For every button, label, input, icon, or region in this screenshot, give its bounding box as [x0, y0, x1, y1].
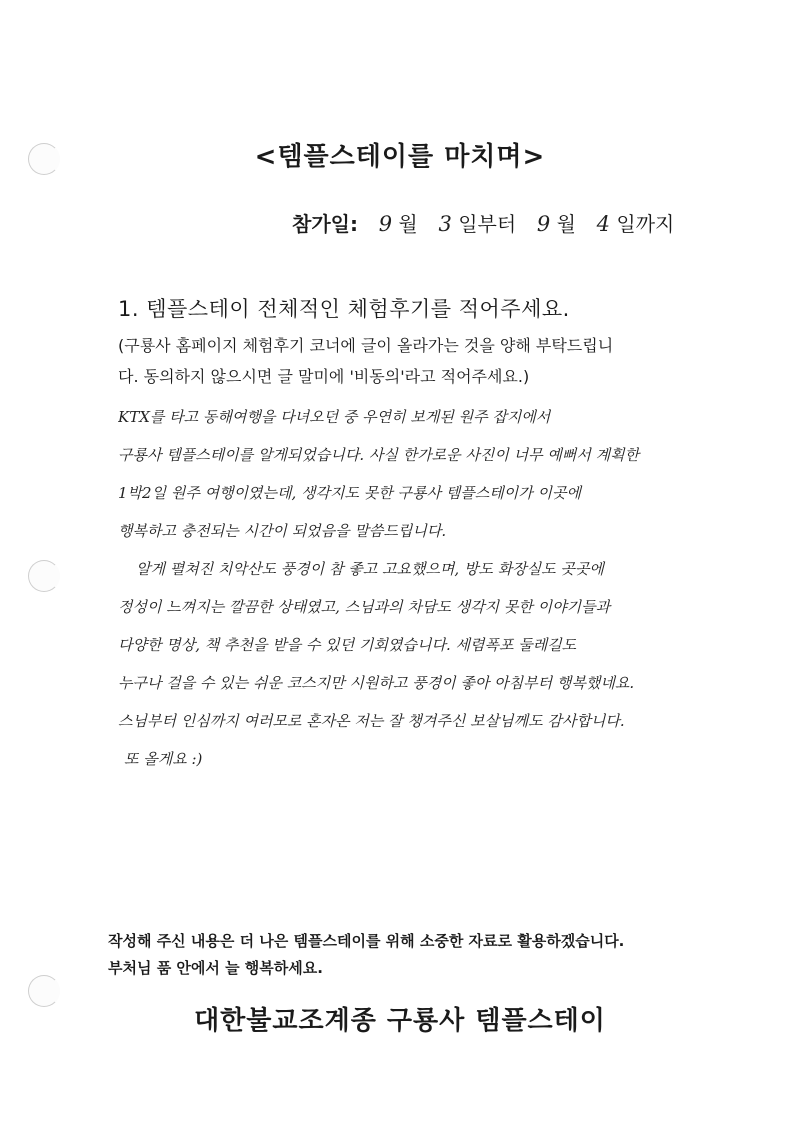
start-month-value: 9 [378, 212, 393, 236]
month-unit: 월 [398, 212, 418, 236]
to-text: 일까지 [616, 212, 675, 236]
question-title: 1. 템플스테이 전체적인 체험후기를 적어주세요. [118, 297, 570, 321]
answer-line: 행복하고 충전되는 시간이 되었음을 말씀드립니다. [118, 522, 447, 540]
organization-name: 대한불교조계종 구룡사 템플스테이 [194, 1006, 606, 1036]
footer-note-line: 부처님 품 안에서 늘 행복하세요. [108, 959, 323, 977]
answer-line: 정성이 느껴지는 깔끔한 상태였고, 스님과의 차담도 생각지 못한 이야기들과 [118, 598, 611, 616]
answer-line: 또 올게요 :) [124, 750, 203, 768]
participation-label: 참가일: [292, 212, 358, 236]
question-note-line: (구룡사 홈페이지 체험후기 코너에 글이 올라가는 것을 양해 부탁드립니 [118, 336, 614, 355]
answer-line: 스님부터 인심까지 여러모로 혼자온 저는 잘 챙겨주신 보살님께도 감사합니다. [118, 712, 625, 730]
footer-note [108, 928, 708, 982]
end-month-value: 9 [536, 212, 551, 236]
answer-line: 누구나 걸을 수 있는 쉬운 코스지만 시원하고 풍경이 좋아 아침부터 행복했네요. [118, 674, 635, 692]
from-text: 일부터 [458, 212, 517, 236]
question-note-line: 다. 동의하지 않으시면 글 말미에 '비동의'라고 적어주세요.) [118, 367, 530, 386]
handwritten-answer [118, 398, 738, 778]
page-title: <템플스테이를 마치며> [254, 142, 546, 172]
answer-line: 구룡사 템플스테이를 알게되었습니다. 사실 한가로운 사진이 너무 예뻐서 계획한 [118, 446, 640, 464]
end-day-value: 4 [596, 212, 611, 236]
answer-line: 알게 펼쳐진 치악산도 풍경이 참 좋고 고요했으며, 방도 화장실도 곳곳에 [136, 560, 604, 578]
footer-note-line: 작성해 주신 내용은 더 나은 템플스테이를 위해 소중한 자료로 활용하겠습니다. [108, 932, 625, 950]
punch-hole [28, 560, 60, 592]
participation-dates [292, 208, 712, 237]
answer-line: KTX를 타고 동해여행을 다녀오던 중 우연히 보게된 원주 잡지에서 [118, 408, 551, 426]
question-note [118, 330, 698, 392]
start-day-value: 3 [438, 212, 452, 236]
answer-line: 1박2일 원주 여행이였는데, 생각지도 못한 구룡사 템플스테이가 이곳에 [118, 484, 581, 502]
answer-line: 다양한 명상, 책 추천을 받을 수 있던 기회였습니다. 세렴폭포 둘레길도 [118, 636, 577, 654]
month-unit: 월 [556, 212, 576, 236]
